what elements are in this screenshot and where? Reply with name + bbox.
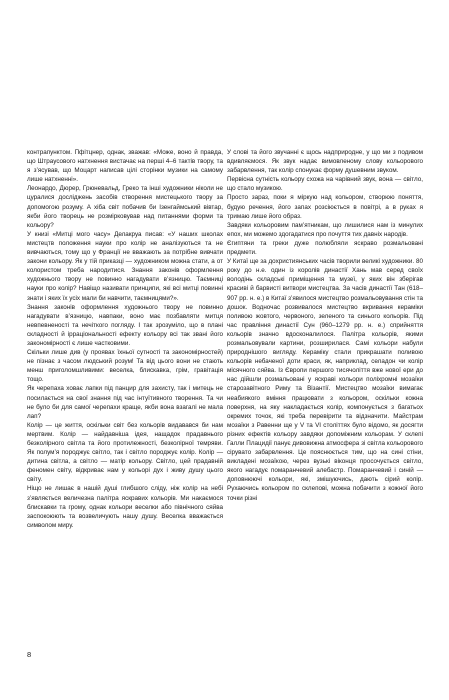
paragraph: У слові та його звучанні є щось надприродне, у що ми з подивом вдивляємося. Як звук надає вимовленому слову кольорового забарвлення, так колір спонукає форму душевним звуком.: [227, 149, 423, 175]
paragraph: Як черепаха ховає лапки під панцир для захисту, так і митець не посилається на свої знання під час інтуїтивного творення. Та чи не було би для самої черепахи краще, якби вона взагалі не мала лап?: [27, 385, 223, 420]
paragraph: У книзі «Митці мого часу» Делакруа писав: «У наших школах мистецтв положення науки про колір не аналізуються та не вивчаються, тому що у Франції не вважають за потрібне вивчати закони кольору. Як у тій приказці — художником можна стати, а от колористом треба народитися. Знання законів оформлення художнього твору не повинно нагадувати в’язницю. Таємниці науки про колір? Навіщо називати принципи, які всі митці повинні знати і яких їх усіх мали би навчити, таємницями?».: [27, 230, 223, 302]
paragraph: Первісна сутність кольору схожа на чарівний звук, вона — світло, що стало музикою.: [227, 176, 423, 193]
paragraph: Єгиптяни та греки дуже полюбляли яскраво розмальовані предмети.: [227, 239, 423, 257]
paragraph: Завдяки кольоровим пам’ятникам, що лишилися нам із минулих епох, ми можемо здогадатися про почуття тих давніх народів.: [227, 221, 423, 238]
paragraph: Ніщо не лишає в нашій душі глибшого сліду, ніж колір на небі з’являється величезна палітра яскравих кольорів. Ми накаємося блискавки та грому, однак кольори веселки або північного сяйва заспокоюють та возвеличують нашу душу. Веселка вважається символом миру.: [27, 485, 223, 529]
paragraph: Знання законів оформлення художнього твору не повинно нагадувати в’язницю, навпаки, воно має позбавляти митця невпевненості та нечіткого погляду. І так зрозуміло, що в плані складності й ірраціональності ефекту кольору всі так звані його закономірності є лише частковими.: [27, 303, 223, 347]
right-text-column: [227, 148, 423, 503]
page-number: 8: [27, 650, 32, 659]
left-text-column: [27, 148, 223, 530]
paragraph: контрапунктом. Пфітцнер, однак, зважав: «Може, воно й правда, що Штраусового натхнення вистачає на перші 4–6 тактів твору, та я з’ясував, що Моцарт написав цілі сторінки музики на самому лише натхненні».: [27, 149, 223, 184]
paragraph: Скільки лише див (у проявах їхньої сутності та закономірностей) не пізнає з часом людський розум! Та від цього вони не стають менш приголомшливими: веселка, блискавка, грім, гравітація тощо.: [27, 349, 223, 384]
paragraph: Колір — це життя, оскільки світ без кольорів видавався би нам мертвим. Колір — найдавніша ідея, нащадок прадавнього безколірного світла та його протилежності, безколірної темряви. Як полум’я породжує світло, так і світло породжує колір. Колір — дитина світла, а світло — матір кольору. Світло, цей прадавній феномен світу, відкриває нам у кольорі дух і живу душу цього світу.: [27, 421, 223, 484]
paragraph: У Китаї ще за дохристиянських часів творили великі художники. 80 року до н.е. один із королів династії Хань мав серед своїх володінь складські приміщення та музеї, у яких він зберігав красиві й барвисті витвори мистецтва. За часів династії Тан (618–907 рр. н. е.) в Китаї з’явилося мистецтво розмальовування стін та дошок. Водночас розвивалося мистецтво вкривання кераміки поливою жовтого, червоного, зеленого та синього кольорів. Під час правління династії Сун (960–1279 рр. н. е.) сприйняття кольорів значно вдосконалилося. Палітра кольорів, якими розмальовували картини, розширилася. Самі кольори набули природнішого вигляду. Кераміку стали прикрашати поливою кольорів небаченої доти краси, як, наприклад, селадон чи колір місячного сяйва. Із Європи першого тисячоліття вже нової ери до нас дійшли розмальовані у яскраві кольори поліхромні мозаїки старозавітного Риму та Візантії. Мистецтво мозаїки вимагає неабиякого вміння працювати з кольором, оскільки кожна поверхня, на яку накладається колір, компонується з багатьох окремих точок, які треба перевірити та відзначити. Майстрам мозаїки з Равенни ще у V та VI століттях було відомо, як досягти різних ефектів кольору завдяки допоміжним кольорам. У склепі Галли Плацидії панує дивовижна атмосфера зі світла кольорового сірувато забарвлення. Це пояснюється тим, що на сині стіни, викладені мозаїкою, через вузькі віконця просочується світло, якого нагадує помаранчевий алебастр. Помаранчевий і синій — доповнюючі кольори, які, змішуючись, дають сірий колір. Рухаючись кольором по склепові, можна побачити з кожної його точки різні: [227, 258, 423, 502]
paragraph: Просто зараз, поки я міркую над кольором, створюю поняття, будую речення, його запах розсіюється в повітрі, а в руках я тримаю лише його образ.: [227, 194, 423, 220]
paragraph: Леонардо, Дюрер, Грюневальд, Греко та інші художники ніколи не цуралися досліджень засобів створення мистецького твору за допомогою розуму. А хіба світ побачив би Ізенгаймський вівтар, якби його творець не розмірковував над питаннями форми та кольору?: [27, 185, 223, 229]
